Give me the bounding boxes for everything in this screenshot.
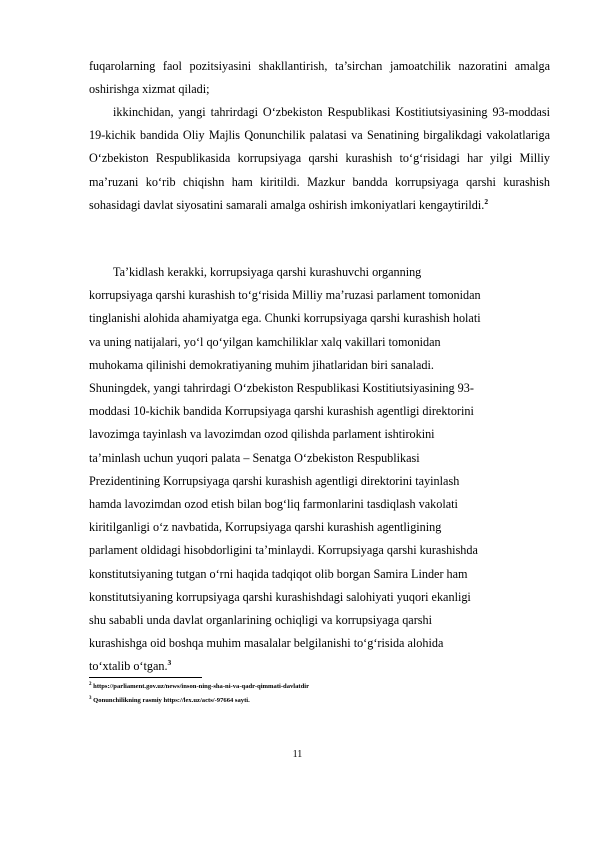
paragraph-emphasis-line: shu sababli unda davlat organlarining ochiqligi va korrupsiyaga qarshi: [89, 613, 432, 628]
footnote-2: [89, 682, 559, 692]
footnote-3-text[interactable]: Qonunchilikning rasmiy https://lex.uz/acts/-97664 sayti.: [91, 697, 250, 704]
paragraph-emphasis-line: tinglanishi alohida ahamiyatga ega. Chunki korrupsiyaga qarshi kurashish holati: [89, 311, 481, 326]
paragraph-emphasis-line: to‘xtalib o‘tgan.: [89, 659, 168, 674]
paragraph-emphasis-last-line: [89, 655, 550, 678]
paragraph-emphasis: [89, 261, 550, 679]
paragraph-emphasis-line: parlament oldidagi hisobdorligini ta’minlaydi. Korrupsiyaga qarshi kurashishda: [89, 543, 478, 558]
paragraph-emphasis-line: Shuningdek, yangi tahrirdagi O‘zbekiston Respublikasi Kostitiutsiyasining 93-: [89, 381, 474, 396]
paragraph-secondly-text: ikkinchidan, yangi tahrirdagi O‘zbekiston Respublikasi Kostitiutsiyasining 93-moddasi 19-kichik bandida Oliy Majlis Qonunchilik palatasi va Senatining birgalikdagi vakolatlariga O‘zbekiston Respublikasida korrupsiyaga qarshi kurashish to‘g‘risidagi har yilgi Milliy ma’ruzani ko‘rib chiqishn ham kiritildi. Mazkur bandda korrupsiyaga qarshi kurashish sohasidagi davlat siyosatini samarali amalga oshirish imkoniyatlari kengaytirildi.: [89, 105, 550, 212]
page-number: 11: [292, 749, 303, 760]
paragraph-intro-text: fuqarolarning faol pozitsiyasini shakllantirish, ta’sirchan jamoatchilik nazoratini amalga oshirishga xizmat qiladi;: [89, 59, 550, 97]
paragraph-emphasis-line: Ta’kidlash kerakki, korrupsiyaga qarshi kurashuvchi organning: [113, 265, 422, 279]
footnote-3: [89, 696, 559, 706]
footnote-reference-2: 2: [484, 196, 489, 206]
paragraph-emphasis-line: muhokama qilinishi demokratiyaning muhim jihatlaridan biri sanaladi.: [89, 357, 434, 372]
footnote-2-mark: 2: [89, 681, 92, 687]
paragraph-emphasis-line: lavozimga tayinlash va lavozimdan ozod qilishda parlament ishtirokini: [89, 427, 435, 442]
paragraph-emphasis-line: hamda lavozimdan ozod etish bilan bog‘liq farmonlarini tasdiqlash vakolati: [89, 497, 458, 512]
paragraph-emphasis-line: konstitutsiyaning tutgan o‘rni haqida tadqiqot olib borgan Samira Linder ham: [89, 566, 468, 581]
paragraph-emphasis-line: va uning natijalari, yo‘l qo‘yilgan kamchiliklar xalq vakillari tomonidan: [89, 334, 441, 349]
paragraph-emphasis-line: kurashishga oid boshqa muhim masalalar belgilanishi to‘g‘risida alohida: [89, 636, 444, 651]
paragraph-emphasis-line: konstitutsiyaning korrupsiyaga qarshi kurashishdagi salohiyati yuqori ekanligi: [89, 589, 471, 604]
paragraph-secondly: [89, 101, 550, 217]
paragraph-intro: [89, 55, 550, 101]
paragraph-emphasis-line: korrupsiyaga qarshi kurashish to‘g‘risida Milliy ma’ruzasi parlament tomonidan: [89, 288, 481, 303]
paragraph-emphasis-line: ta’minlash uchun yuqori palata – Senatga O‘zbekiston Respublikasi: [89, 450, 420, 465]
footnote-reference-3: 3: [167, 658, 172, 668]
footnote-2-link[interactable]: https://parliament.gov.uz/news/inson-ning-sha-ni-va-qadr-qimmati-davlatdir: [91, 683, 310, 690]
footnote-3-mark: 3: [89, 695, 92, 701]
paragraph-emphasis-line: kiritilganligi o‘z navbatida, Korrupsiyaga qarshi kurashish agentligining: [89, 520, 442, 535]
paragraph-emphasis-line: Prezidentining Korrupsiyaga qarshi kurashish agentligi direktorini tayinlash: [89, 473, 460, 488]
footnote-divider: [89, 677, 202, 678]
paragraph-emphasis-line: moddasi 10-kichik bandida Korrupsiyaga qarshi kurashish agentligi direktorini: [89, 404, 474, 419]
